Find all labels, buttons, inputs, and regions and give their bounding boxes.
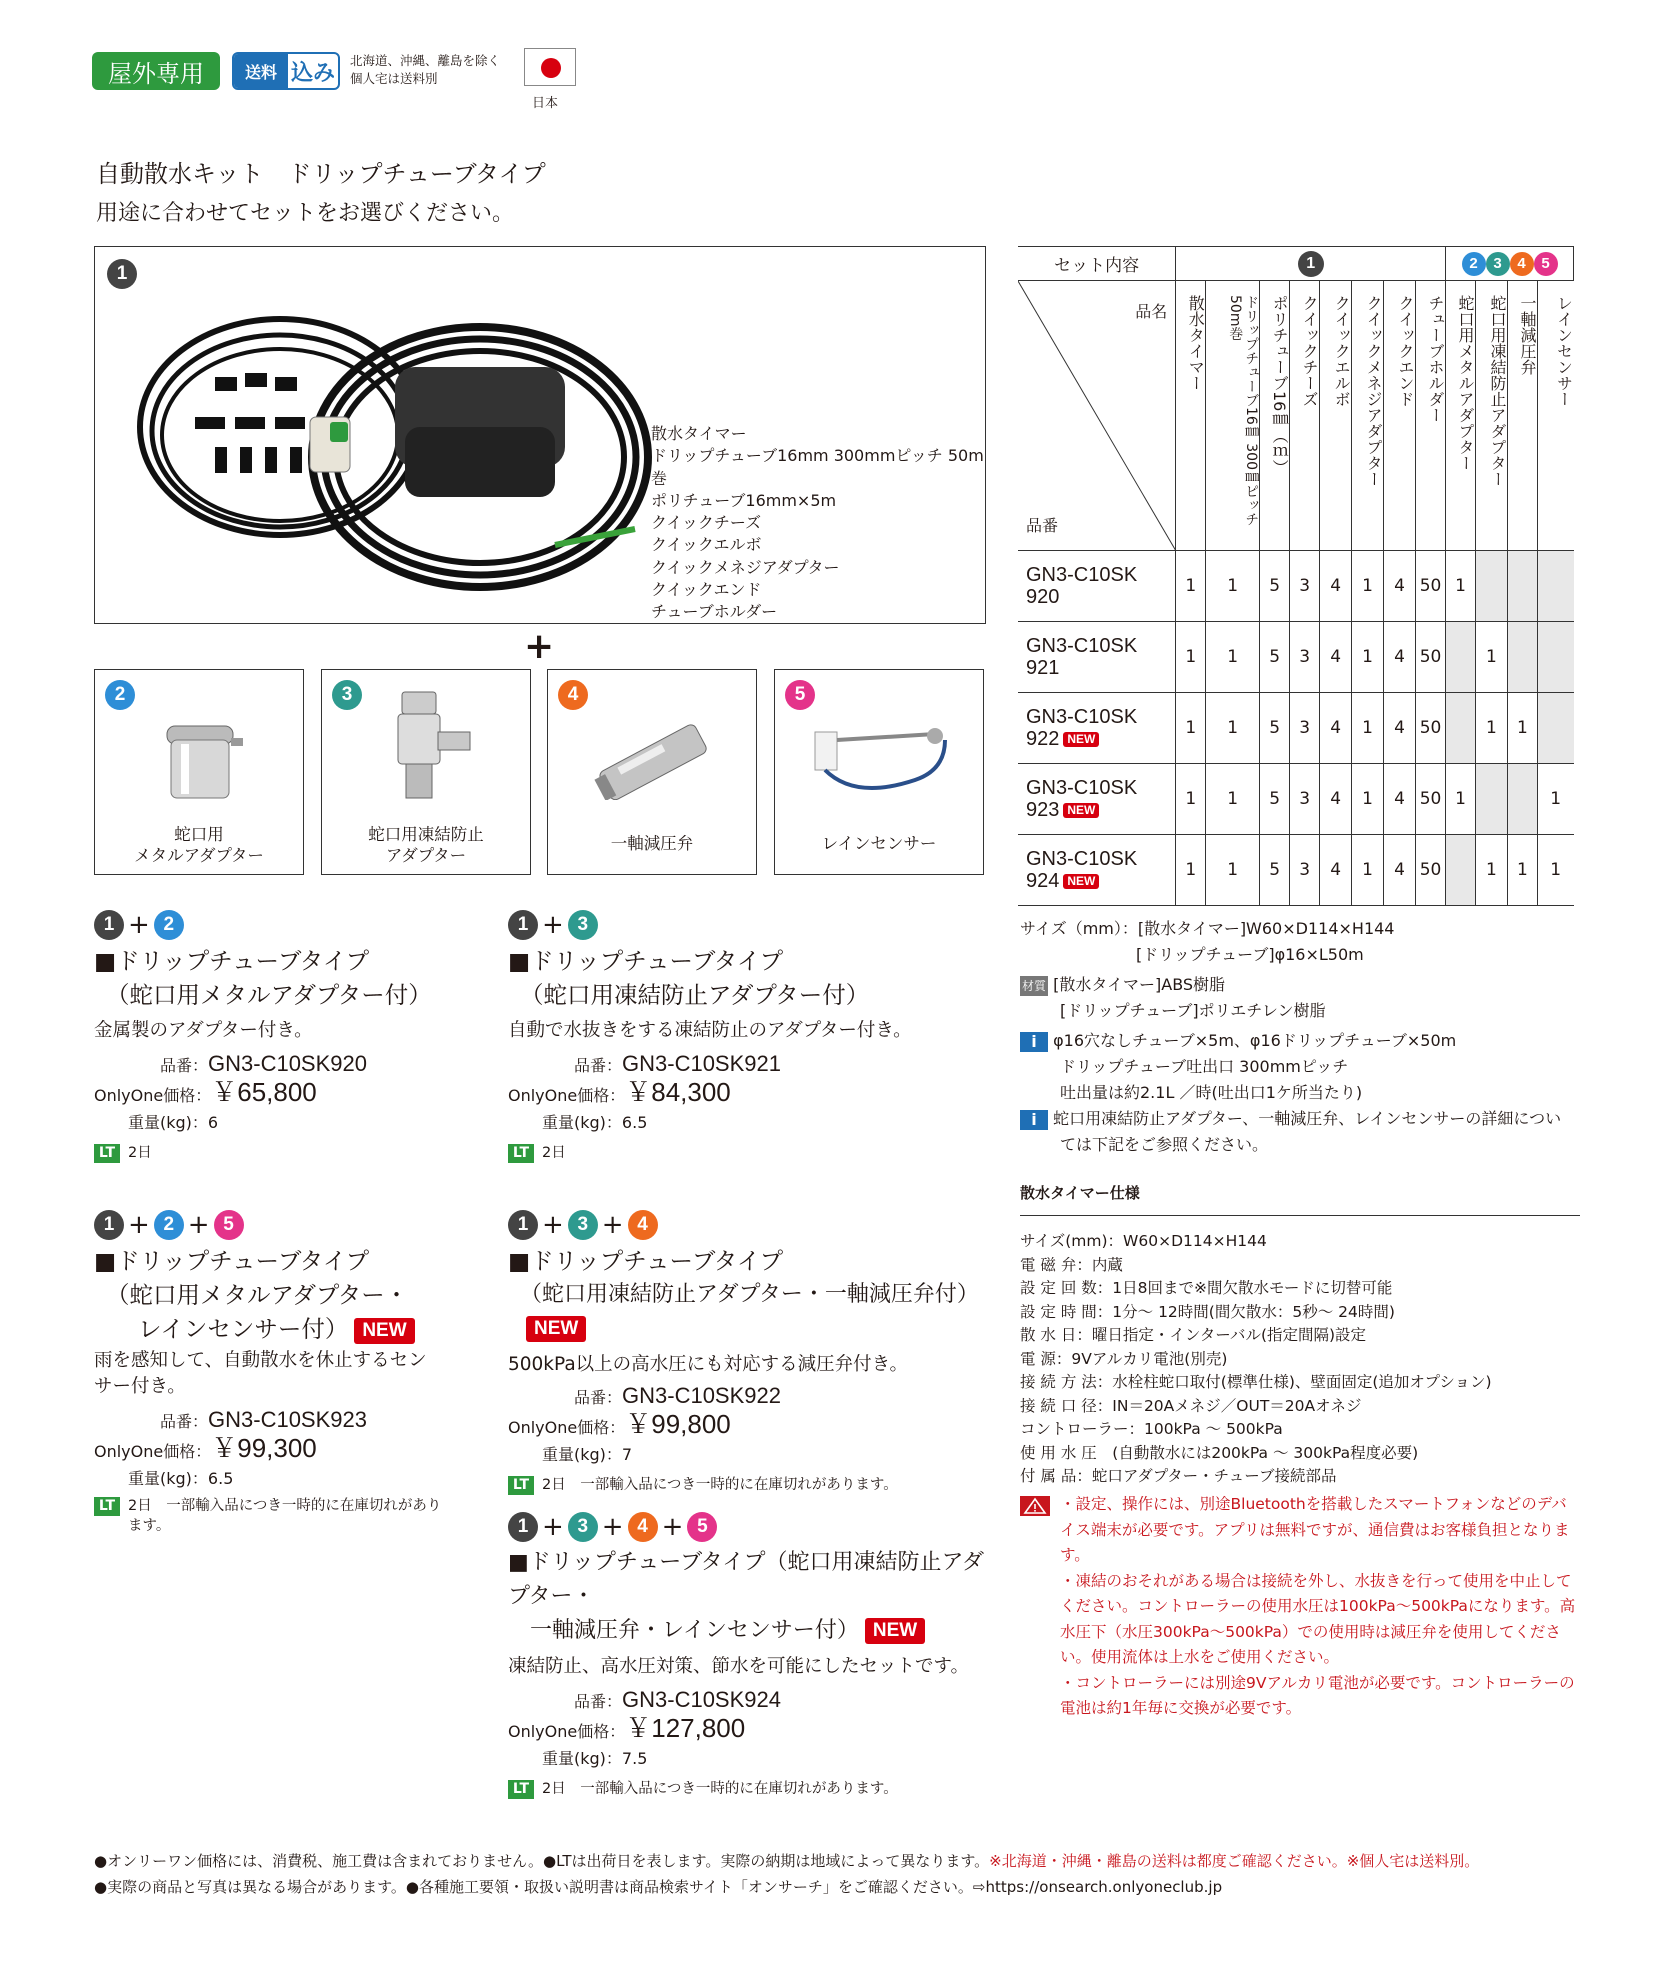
page-subtitle: 用途に合わせてセットをお選びください。 xyxy=(96,201,515,226)
table-row xyxy=(1018,764,1574,835)
table-cell: 1 xyxy=(1537,764,1573,835)
col-header: 蛇口用凍結防止アダプター xyxy=(1475,281,1507,551)
table-cell: 3 xyxy=(1290,835,1320,906)
table-cell: 3 xyxy=(1290,693,1320,764)
kit-number-icon: 1 xyxy=(107,259,137,289)
warning-item: ・凍結のおそれがある場合は接続を外し、水抜きを行って使用を中止してください。コントローラーの使用水圧は100kPa～500kPaになります。高水圧下（水圧300kPa～500kPa）での使用時は減圧弁を使用してください。使用流体は上水をご使用ください。 xyxy=(1060,1571,1576,1666)
table-cell: 1 xyxy=(1446,764,1476,835)
spec-notes xyxy=(1020,916,1580,1158)
list-item: 設 定 回 数：1日8回まで※間欠散水モードに切替可能 xyxy=(1020,1279,1393,1297)
table-cell: 50 xyxy=(1416,835,1446,906)
table-cell: 4 xyxy=(1320,693,1352,764)
option-title: ■ドリップチューブタイプ （蛇口用メタルアダプター・ レインセンサー付） NEW xyxy=(94,1244,474,1346)
list-item: 接 続 口 径：IN＝20Aメネジ／OUT＝20Aオネジ xyxy=(1020,1396,1362,1415)
material-spec: 材質 [散水タイマー]ABS樹脂 xyxy=(1021,975,1226,994)
option-description: 雨を感知して、自動散水を休止するセン サー付き。 xyxy=(94,1350,427,1397)
part-number-icon: 5 xyxy=(785,680,815,710)
table-cell: 50 xyxy=(1416,622,1446,693)
table-body xyxy=(1018,551,1574,906)
table-cell xyxy=(1537,622,1573,693)
table-cell xyxy=(1446,835,1476,906)
list-item: コントローラー：100kPa ～ 500kPa xyxy=(1020,1420,1283,1438)
new-badge: NEW xyxy=(865,1618,925,1644)
table-cell: 1 xyxy=(1176,764,1206,835)
info-icon: i xyxy=(1020,1110,1048,1130)
col-header: チューブホルダー xyxy=(1416,281,1446,551)
option-922 xyxy=(508,1208,988,1499)
option-921 xyxy=(508,908,988,1167)
table-cell xyxy=(1537,693,1573,764)
table-cell: 5 xyxy=(1260,551,1290,622)
lead-time: LT 2日 xyxy=(508,1140,988,1167)
antifreeze-adapter-image xyxy=(372,684,482,814)
plus-sign: + xyxy=(524,626,555,667)
col-header: レインセンサー xyxy=(1537,281,1573,551)
table-cell: 4 xyxy=(1384,835,1416,906)
metal-adapter-image xyxy=(157,714,247,814)
table-cell: 1 xyxy=(1537,835,1573,906)
list-item: クイックエンド xyxy=(651,580,762,600)
table-cell: 1 xyxy=(1475,693,1507,764)
option-title: ■ドリップチューブタイプ （蛇口用メタルアダプター付） xyxy=(94,947,432,1009)
combo-indicator: 1 + 3 + 4 xyxy=(508,1208,988,1242)
table-cell: 1 xyxy=(1352,622,1384,693)
table-cell: 4 xyxy=(1320,835,1352,906)
col-header: クイックチーズ xyxy=(1290,281,1320,551)
product-code: 品番：GN3-C10SK920 xyxy=(160,1051,367,1076)
table-cell: 4 xyxy=(1384,622,1416,693)
table-cell: 1 xyxy=(1507,835,1537,906)
shipping-note xyxy=(350,52,520,88)
size-spec: サイズ（mm）：[散水タイマー]W60×D114×H144 xyxy=(1020,919,1395,938)
table-cell xyxy=(1475,764,1507,835)
table-cell: 1 xyxy=(1475,622,1507,693)
new-badge: NEW xyxy=(1063,732,1099,747)
option-description: 自動で水抜きをする凍結防止のアダプター付き。 xyxy=(508,1020,912,1041)
table-cell: 1 xyxy=(1206,622,1260,693)
part-label: レインセンサー xyxy=(821,834,937,853)
table-cell: 3 xyxy=(1290,764,1320,835)
option-923 xyxy=(94,1208,474,1536)
combo-indicator: 1 + 3 + 4 + 5 xyxy=(508,1510,998,1544)
table-cell: 5 xyxy=(1260,835,1290,906)
table-cell: 1 xyxy=(1176,693,1206,764)
header-set-contents: セット内容 xyxy=(1018,247,1176,281)
option-924 xyxy=(508,1510,998,1803)
weight: 重量(kg)：6.5 xyxy=(128,1469,234,1488)
kit-item-list xyxy=(651,423,985,624)
part-card-rain-sensor xyxy=(774,669,984,875)
table-cell: 1 xyxy=(1352,693,1384,764)
table-cell: 5 xyxy=(1260,764,1290,835)
new-badge: NEW xyxy=(1063,874,1099,889)
col-header: クイックエルボ xyxy=(1320,281,1352,551)
lead-time: LT 2日 一部輸入品につき一時的に在庫切れがあり ます。 xyxy=(94,1496,474,1536)
table-cell xyxy=(1475,551,1507,622)
price: OnlyOne価格：￥99,300 xyxy=(94,1433,317,1463)
new-badge: NEW xyxy=(1063,803,1099,818)
header-group-1: 1 xyxy=(1176,247,1446,281)
list-item: 付 属 品：蛇口アダプター・チューブ接続部品 xyxy=(1020,1467,1337,1485)
table-cell xyxy=(1537,551,1573,622)
table-cell: 1 xyxy=(1446,551,1476,622)
list-item: 散 水 日：曜日指定・インターバル(指定間隔)設定 xyxy=(1020,1326,1367,1344)
part-card-pressure-valve xyxy=(547,669,757,875)
footer-notes xyxy=(94,1848,1594,1900)
col-header: ドリップチューブ16㎜ 300㎜ピッチ 50m巻 xyxy=(1206,281,1260,551)
col-header: 散水タイマー xyxy=(1176,281,1206,551)
weight: 重量(kg)：7.5 xyxy=(542,1749,648,1768)
row-code: GN3-C10SK 920 xyxy=(1018,551,1176,622)
weight: 重量(kg)：6.5 xyxy=(542,1113,648,1132)
table-cell: 1 xyxy=(1206,693,1260,764)
shipping-note-line: 個人宅は送料別 xyxy=(350,71,438,86)
table-cell: 1 xyxy=(1206,551,1260,622)
option-description: 500kPa以上の高水圧にも対応する減圧弁付き。 xyxy=(508,1354,908,1375)
col-header: 蛇口用メタルアダプター xyxy=(1446,281,1476,551)
outdoor-badge: 屋外専用 xyxy=(92,52,220,90)
new-badge: NEW xyxy=(354,1318,414,1344)
table-cell: 1 xyxy=(1206,835,1260,906)
list-item: 電 源：9Vアルカリ電池(別売) xyxy=(1020,1349,1228,1368)
info-icon: i xyxy=(1020,1032,1048,1052)
japan-flag-icon xyxy=(524,48,576,86)
list-item: チューブホルダー xyxy=(651,602,778,622)
part-label: 蛇口用 メタルアダプター xyxy=(134,825,264,865)
set-contents-table xyxy=(1018,246,1574,906)
list-item: サイズ(mm)：W60×D114×H144 xyxy=(1020,1232,1267,1250)
table-cell: 4 xyxy=(1384,551,1416,622)
list-item: 散水タイマー xyxy=(651,424,747,443)
list-item: 電 磁 弁：内蔵 xyxy=(1020,1255,1123,1274)
list-item: クイックエルボ xyxy=(651,535,762,555)
option-description: 金属製のアダプター付き。 xyxy=(94,1020,313,1041)
list-item: ポリチューブ16mm×5m xyxy=(651,490,837,510)
table-cell xyxy=(1507,551,1537,622)
list-item: ドリップチューブ16mm 300mmピッチ 50m巻 xyxy=(651,446,984,488)
list-item: クイックメネジアダプター xyxy=(651,557,840,577)
table-cell: 1 xyxy=(1176,551,1206,622)
table-cell: 4 xyxy=(1320,551,1352,622)
weight: 重量(kg)：7 xyxy=(542,1445,633,1464)
timer-spec-list xyxy=(1020,1230,1580,1489)
col-header: クイックエンド xyxy=(1384,281,1416,551)
part-card-metal-adapter xyxy=(94,669,304,875)
price: OnlyOne価格：￥99,800 xyxy=(508,1409,731,1439)
price: OnlyOne価格：￥84,300 xyxy=(508,1077,731,1107)
row-code: GN3-C10SK 924 NEW xyxy=(1018,835,1176,906)
lead-time: LT 2日 一部輸入品につき一時的に在庫切れがあります。 xyxy=(508,1472,988,1499)
table-cell xyxy=(1446,622,1476,693)
col-header: ポリチューブ16㎜（ｍ） xyxy=(1260,281,1290,551)
price: OnlyOne価格：￥65,800 xyxy=(94,1077,317,1107)
table-cell: 1 xyxy=(1507,693,1537,764)
row-code: GN3-C10SK 921 xyxy=(1018,622,1176,693)
header-group-options: 2 3 4 5 xyxy=(1446,247,1574,281)
info-note: 吐出量は約2.1L ／時(吐出口1ケ所当たり) xyxy=(1060,1083,1363,1102)
rain-sensor-image xyxy=(795,710,975,810)
table-cell: 1 xyxy=(1475,835,1507,906)
warning-item: ・コントローラーには別途9Vアルカリ電池が必要です。コントローラーの電池は約1年毎に交換が必要です。 xyxy=(1060,1673,1575,1717)
product-code: 品番：GN3-C10SK924 xyxy=(574,1687,781,1712)
product-code: 品番：GN3-C10SK923 xyxy=(160,1407,367,1432)
warning-icon xyxy=(1020,1496,1050,1516)
info-note: ては下記をご参照ください。 xyxy=(1060,1135,1269,1154)
price: OnlyOne価格：￥127,800 xyxy=(508,1713,746,1743)
table-row xyxy=(1018,551,1574,622)
lead-time: LT 2日 一部輸入品につき一時的に在庫切れがあります。 xyxy=(508,1776,998,1803)
part-number-icon: 4 xyxy=(558,680,588,710)
table-cell: 50 xyxy=(1416,764,1446,835)
option-title: ■ドリップチューブタイプ （蛇口用凍結防止アダプター付） xyxy=(508,947,870,1009)
country-label: 日本 xyxy=(532,96,559,111)
header-diagonal: 品名 品番 xyxy=(1018,281,1176,551)
warning-item: ・設定、操作には、別途Bluetoothを搭載したスマートフォンなどのデバイス端末が必要です。アプリは無料ですが、通信費はお客様負担となります。 xyxy=(1060,1495,1570,1564)
list-item: クイックチーズ xyxy=(651,513,762,533)
material-spec: [ドリップチューブ]ポリエチレン樹脂 xyxy=(1060,1001,1326,1020)
table-cell xyxy=(1446,693,1476,764)
info-note: ドリップチューブ吐出口 300mmピッチ xyxy=(1060,1057,1349,1076)
option-description: 凍結防止、高水圧対策、節水を可能にしたセットです。 xyxy=(508,1656,970,1677)
table-cell: 1 xyxy=(1352,551,1384,622)
shipping-note-line: 北海道、沖縄、離島を除く xyxy=(350,53,501,68)
weight: 重量(kg)：6 xyxy=(128,1113,219,1132)
shipping-included-label: 込み xyxy=(290,60,335,86)
table-cell xyxy=(1507,764,1537,835)
info-note: i φ16穴なしチューブ×5m、φ16ドリップチューブ×50m xyxy=(1020,1028,1580,1054)
info-note: i 蛇口用凍結防止アダプター、一軸減圧弁、レインセンサーの詳細につい xyxy=(1020,1106,1580,1132)
part-label: 蛇口用凍結防止 アダプター xyxy=(368,825,484,865)
timer-spec xyxy=(1020,1182,1580,1489)
option-title: ■ドリップチューブタイプ （蛇口用凍結防止アダプター・一軸減圧弁付）NEW xyxy=(508,1244,988,1346)
table-cell: 4 xyxy=(1320,764,1352,835)
list-item: 使 用 水 圧 (自動散水には200kPa ～ 300kPa程度必要) xyxy=(1020,1443,1419,1462)
kit-box xyxy=(94,246,986,624)
option-title: ■ドリップチューブタイプ（蛇口用凍結防止アダプター・ 一軸減圧弁・レインセンサー付） NEW xyxy=(508,1550,984,1643)
part-number-icon: 3 xyxy=(332,680,362,710)
table-cell: 1 xyxy=(1176,835,1206,906)
list-item: 接 続 方 法：水栓柱蛇口取付(標準仕様)、壁面固定(追加オプション) xyxy=(1020,1373,1492,1391)
part-label: 一軸減圧弁 xyxy=(610,834,694,853)
row-code: GN3-C10SK 922 NEW xyxy=(1018,693,1176,764)
combo-indicator: 1 + 2 + 5 xyxy=(94,1208,474,1242)
lead-time: LT 2日 xyxy=(94,1140,474,1167)
col-header: 一軸減圧弁 xyxy=(1507,281,1537,551)
page-title: 自動散水キット ドリップチューブタイプ xyxy=(96,160,546,188)
row-code: GN3-C10SK 923 NEW xyxy=(1018,764,1176,835)
kit-product-image xyxy=(125,307,685,607)
table-cell: 1 xyxy=(1206,764,1260,835)
table-cell: 4 xyxy=(1384,764,1416,835)
list-item: 設 定 時 間：1分～ 12時間(間欠散水：5秒～ 24時間) xyxy=(1020,1302,1395,1321)
timer-spec-title: 散水タイマー仕様 xyxy=(1020,1182,1580,1216)
combo-indicator: 1 + 3 xyxy=(508,908,988,942)
product-code: 品番：GN3-C10SK922 xyxy=(574,1383,781,1408)
table-cell: 1 xyxy=(1176,622,1206,693)
footer-line: ●オンリーワン価格には、消費税、施工費は含まれておりません。●LTは出荷日を表します。実際の納期は地域によって異なります。※北海道・沖縄・離島の送料は都度ご確認ください。※個人宅は送料別。 xyxy=(94,1852,1480,1870)
table-cell: 1 xyxy=(1352,835,1384,906)
material-icon: 材質 xyxy=(1020,976,1048,996)
table-cell xyxy=(1507,622,1537,693)
pressure-valve-image xyxy=(588,720,718,800)
footer-line: ●実際の商品と写真は異なる場合があります。●各種施工要領・取扱い説明書は商品検索サイト「オンサーチ」をご確認ください。⇨https://onsearch.onlyoneclub.jp xyxy=(94,1878,1223,1896)
new-badge: NEW xyxy=(526,1316,586,1342)
part-number-icon: 2 xyxy=(105,680,135,710)
table-cell: 1 xyxy=(1352,764,1384,835)
size-spec: [ドリップチューブ]φ16×L50m xyxy=(1136,945,1364,964)
table-cell: 5 xyxy=(1260,622,1290,693)
shipping-badge xyxy=(232,52,340,90)
col-header: クイックメネジアダプター xyxy=(1352,281,1384,551)
truck-icon: 送料 xyxy=(234,54,288,88)
table-cell: 50 xyxy=(1416,551,1446,622)
table-row xyxy=(1018,622,1574,693)
table-cell: 4 xyxy=(1384,693,1416,764)
table-cell: 3 xyxy=(1290,622,1320,693)
warning-notes xyxy=(1020,1492,1580,1722)
product-code: 品番：GN3-C10SK921 xyxy=(574,1051,781,1076)
part-card-antifreeze-adapter xyxy=(321,669,531,875)
table-cell: 5 xyxy=(1260,693,1290,764)
table-cell: 3 xyxy=(1290,551,1320,622)
table-cell: 4 xyxy=(1320,622,1352,693)
option-920 xyxy=(94,908,474,1167)
table-row xyxy=(1018,693,1574,764)
table-cell: 50 xyxy=(1416,693,1446,764)
combo-indicator: 1 + 2 xyxy=(94,908,474,942)
table-row xyxy=(1018,835,1574,906)
